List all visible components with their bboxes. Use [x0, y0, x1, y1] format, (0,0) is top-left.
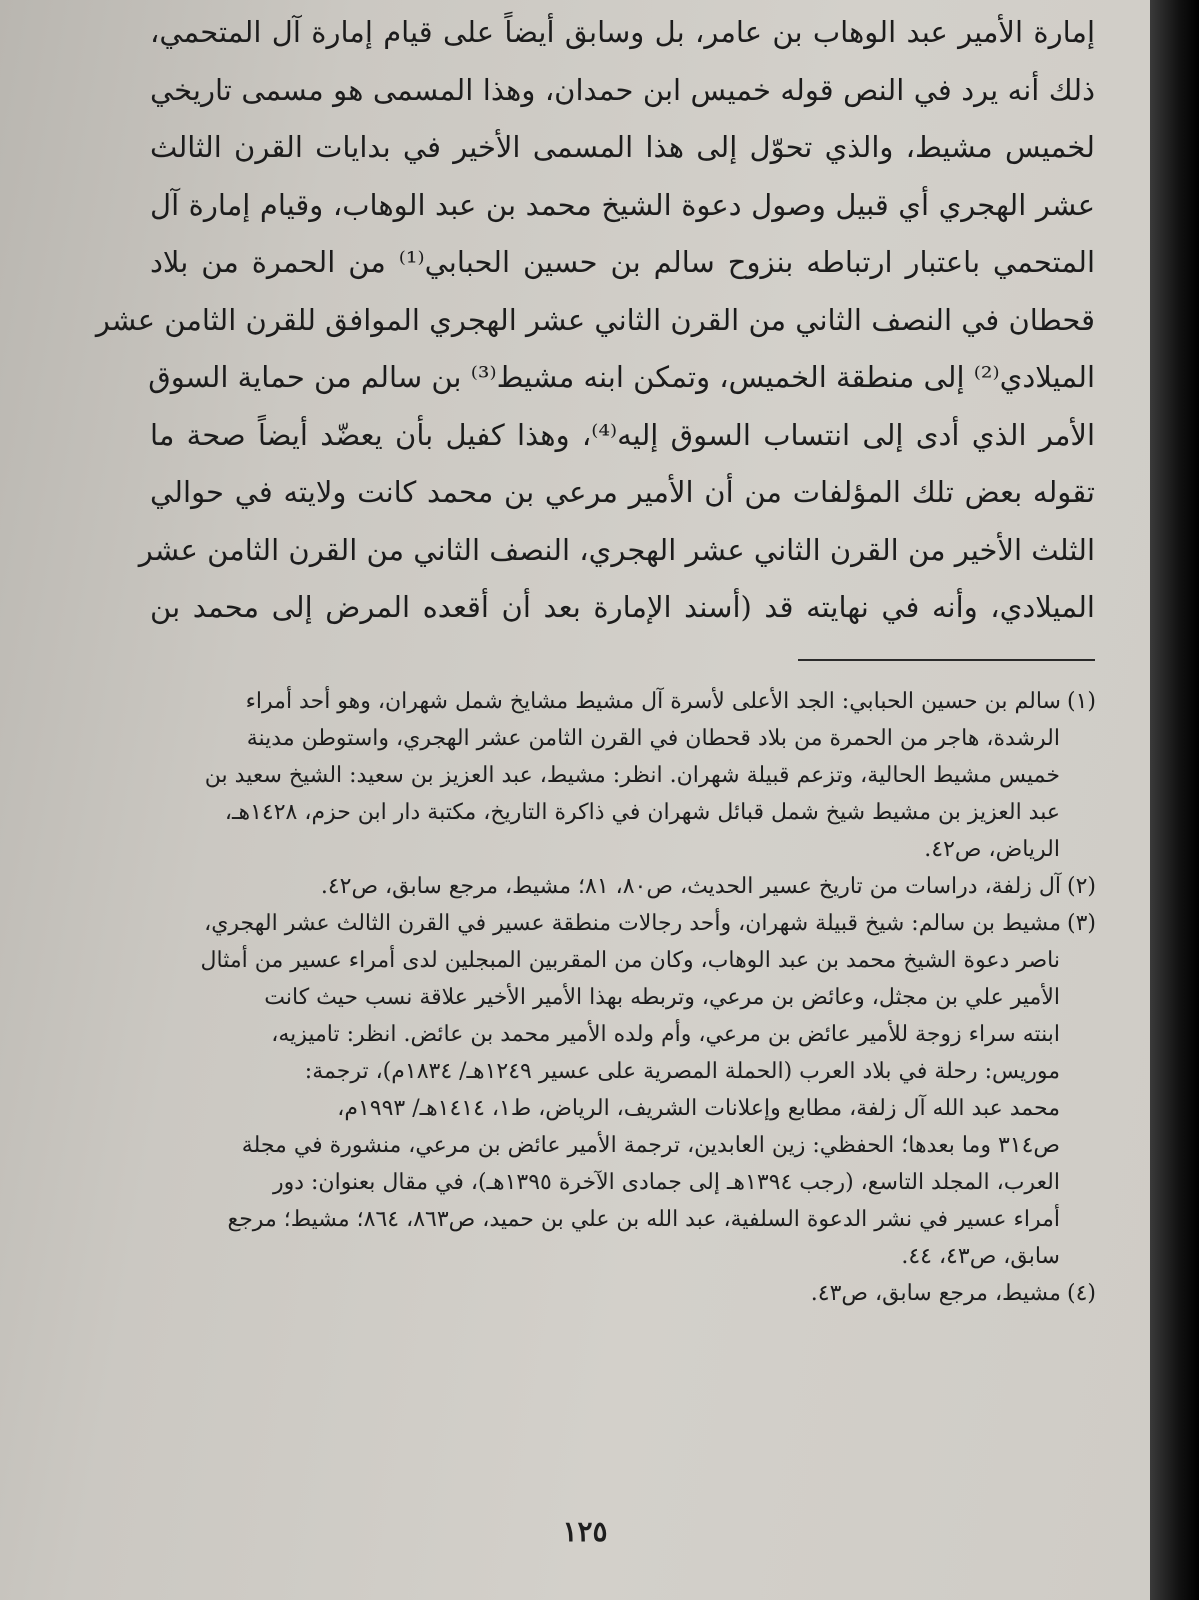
page-edge-shadow	[1150, 0, 1199, 1600]
footnote-line: الرياض، ص٤٢.	[924, 837, 1060, 862]
text-line: المتحمي باعتبار ارتباطه بنزوح سالم بن حسين الحبابي⁽¹⁾ من الحمرة من بلاد	[150, 245, 1096, 279]
page-number: ١٢٥	[562, 1515, 608, 1548]
footnote-line	[110, 1275, 1096, 1312]
footnote-2	[110, 868, 1096, 905]
text-line: لخميس مشيط، والذي تحوّل إلى هذا المسمى الأخير في بدايات القرن الثالث	[150, 130, 1095, 164]
footnote-line: العرب، المجلد التاسع، (رجب ١٣٩٤هـ إلى جمادى الآخرة ١٣٩٥هـ)، في مقال بعنوان: دور	[272, 1170, 1060, 1195]
text-line: قحطان في النصف الثاني من القرن الثاني عشر الهجري الموافق للقرن الثامن عشر	[95, 302, 1095, 337]
text-line: تقوله بعض تلك المؤلفات من أن الأمير مرعي بن محمد كانت ولايته في حوالي	[150, 475, 1096, 509]
footnote-line: محمد عبد الله آل زلفة، مطابع وإعلانات الشريف، الرياض، ط١، ١٤١٤هـ/ ١٩٩٣م،	[337, 1096, 1060, 1121]
footnote-line	[110, 683, 1096, 720]
footnote-line: الرشدة، هاجر من الحمرة من بلاد قحطان في القرن الثامن عشر الهجري، واستوطن مدينة	[246, 726, 1060, 751]
footnote-line: أمراء عسير في نشر الدعوة السلفية، عبد الله بن علي بن حميد، ص٨٦٣، ٨٦٤؛ مشيط؛ مرجع	[227, 1207, 1060, 1232]
footnote-number: (٢)	[1066, 874, 1096, 899]
text-line: عشر الهجري أي قبيل وصول دعوة الشيخ محمد بن عبد الوهاب، وقيام إمارة آل	[150, 187, 1095, 222]
footnote-line: موريس: رحلة في بلاد العرب (الحملة المصرية على عسير ١٢٤٩هـ/ ١٨٣٤م)، ترجمة:	[304, 1059, 1060, 1084]
footnote-line	[110, 905, 1096, 942]
footnote-line: ناصر دعوة الشيخ محمد بن عبد الوهاب، وكان من المقربين المبجلين لدى أمراء عسير من أمثال	[200, 948, 1060, 973]
text-line: الأمر الذي أدى إلى انتساب السوق إليه⁽⁴⁾، وهذا كفيل بأن يعضّد أيضاً صحة ما	[150, 417, 1096, 452]
footnote-3	[110, 905, 1096, 1275]
footnote-number: (٤)	[1066, 1281, 1096, 1306]
footnote-line: الأمير علي بن مجثل، وعائض بن مرعي، وتربطه بهذا الأمير الأخير علاقة نسب حيث كانت	[264, 985, 1060, 1010]
footnote-number: (٣)	[1066, 911, 1096, 936]
text-line: ذلك أنه يرد في النص قوله خميس ابن حمدان، وهذا المسمى هو مسمى تاريخي	[150, 72, 1095, 107]
footnote-line: ص٣١٤ وما بعدها؛ الحفظي: زين العابدين، ترجمة الأمير عائض بن مرعي، منشورة في مجلة	[241, 1133, 1060, 1158]
text-line: إمارة الأمير عبد الوهاب بن عامر، بل وسابق أيضاً على قيام إمارة آل المتحمي،	[150, 15, 1095, 49]
footnote-text: مشيط، مرجع سابق، ص٤٣.	[810, 1281, 1061, 1306]
footnote-line: ابنته سراء زوجة للأمير عائض بن مرعي، وأم ولده الأمير محمد بن عائض. انظر: تاميزيه،	[271, 1022, 1060, 1047]
footnote-number: (١)	[1066, 689, 1096, 714]
footnote-1	[110, 683, 1096, 868]
footnote-text: مشيط بن سالم: شيخ قبيلة شهران، وأحد رجالات منطقة عسير في القرن الثالث عشر الهجري،	[204, 911, 1061, 936]
footnote-text: آل زلفة، دراسات من تاريخ عسير الحديث، ص٨٠، ٨١؛ مشيط، مرجع سابق، ص٤٢.	[320, 874, 1061, 899]
footnotes	[110, 683, 1096, 1312]
footnote-text: سالم بن حسين الحبابي: الجد الأعلى لأسرة آل مشيط مشايخ شمل شهران، وهو أحد أمراء	[245, 689, 1061, 714]
text-line: الميلادي⁽²⁾ إلى منطقة الخميس، وتمكن ابنه مشيط⁽³⁾ بن سالم من حماية السوق	[148, 360, 1095, 394]
footnote-line	[110, 868, 1096, 905]
footnote-separator	[798, 659, 1095, 661]
footnote-line: سابق، ص٤٣، ٤٤.	[901, 1244, 1060, 1269]
main-text	[95, 4, 1096, 637]
footnote-line: خميس مشيط الحالية، وتزعم قبيلة شهران. انظر: مشيط، عبد العزيز بن سعيد: الشيخ سعيد بن	[204, 763, 1060, 788]
text-line: الثلث الأخير من القرن الثاني عشر الهجري، النصف الثاني من القرن الثامن عشر	[138, 532, 1095, 567]
footnote-4	[110, 1275, 1096, 1312]
footnote-line: عبد العزيز بن مشيط شيخ شمل قبائل شهران في ذاكرة التاريخ، مكتبة دار ابن حزم، ١٤٢٨هـ،	[224, 800, 1060, 825]
text-line-last: الميلادي، وأنه في نهايته قد (أسند الإمارة بعد أن أقعده المرض إلى محمد بن	[150, 590, 1095, 624]
